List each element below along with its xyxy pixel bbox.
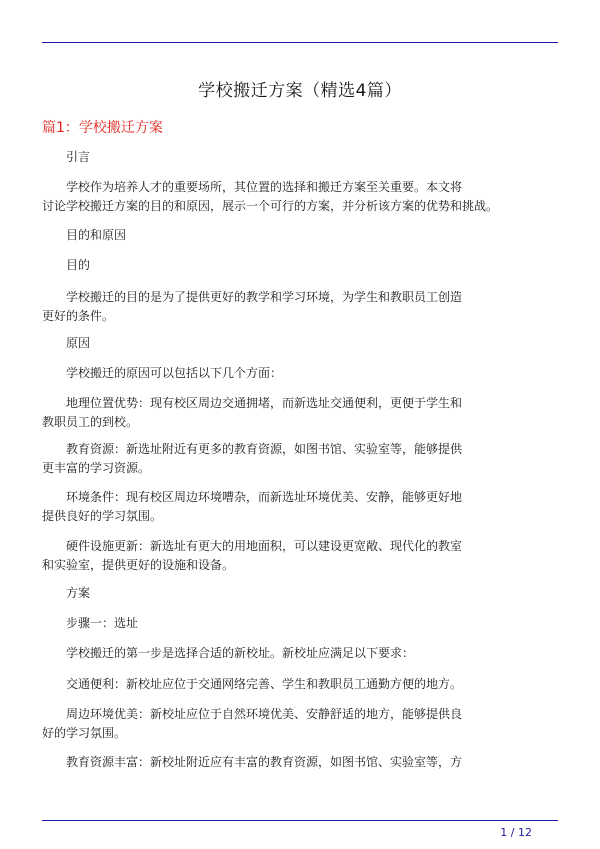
paragraph [42,334,562,353]
paragraph-line: 更好的条件。 [42,309,115,323]
paragraph-line: 讨论学校搬迁方案的目的和原因，展示一个可行的方案，并分析该方案的优势和挑战。 [42,199,499,213]
paragraph [42,288,562,326]
paragraph [42,753,562,772]
paragraph [42,614,562,633]
paragraph [42,537,562,575]
paragraph [42,394,562,432]
footer-rule [42,820,558,821]
paragraph-line: 地理位置优势：现有校区周边交通拥堵，而新选址交通便利，更便于学生和 [66,396,463,410]
paragraph-line: 目的 [66,258,91,272]
paragraph-line: 交通便利：新校址应位于交通网络完善、学生和教职员工通勤方便的地方。 [66,677,463,691]
paragraph-line: 学校搬迁的第一步是选择合适的新校址。新校址应满足以下要求： [66,646,415,660]
paragraph-line: 和实验室，提供更好的设施和设备。 [42,558,235,572]
paragraph-line: 引言 [66,150,91,164]
paragraph-line: 更丰富的学习资源。 [42,461,151,475]
paragraph-line: 步骤一：选址 [66,616,139,630]
paragraph [42,364,562,383]
paragraph-line: 目的和原因 [66,228,127,242]
paragraph-line: 环境条件：现有校区周边环境嘈杂，而新选址环境优美、安静，能够更好地 [66,490,463,504]
paragraph-line: 教育资源丰富：新校址附近应有丰富的教育资源，如图书馆、实验室等，方 [66,755,463,769]
paragraph [42,488,562,526]
paragraph-line: 原因 [66,336,91,350]
paragraph-line: 方案 [66,586,91,600]
paragraph [42,440,562,478]
paragraph-line: 学校搬迁的原因可以包括以下几个方面： [66,366,283,380]
paragraph [42,148,562,167]
paragraph-line: 教职员工的到校。 [42,415,139,429]
paragraph [42,256,562,275]
paragraph [42,178,562,216]
paragraph-line: 硬件设施更新：新选址有更大的用地面积，可以建设更宽敞、现代化的教室 [66,539,463,553]
paragraph-line: 好的学习氛围。 [42,726,127,740]
paragraph-line: 学校搬迁的目的是为了提供更好的教学和学习环境，为学生和教职员工创造 [66,290,463,304]
paragraph-line: 教育资源：新选址附近有更多的教育资源，如图书馆、实验室等，能够提供 [66,442,463,456]
paragraph-line: 学校作为培养人才的重要场所，其位置的选择和搬迁方案至关重要。本文将 [66,180,463,194]
paragraph [42,226,562,245]
paragraph [42,644,562,663]
paragraph-line: 提供良好的学习氛围。 [42,509,163,523]
page-indicator: 1 / 12 [500,826,532,839]
paragraph-line: 周边环境优美：新校址应位于自然环境优美、安静舒适的地方，能够提供良 [66,707,463,721]
paragraph [42,705,562,743]
paragraph [42,675,562,694]
header-rule [42,42,558,43]
document-title: 学校搬迁方案（精选4篇） [198,81,402,101]
section-heading: 篇1：学校搬迁方案 [42,120,163,136]
paragraph [42,584,562,603]
